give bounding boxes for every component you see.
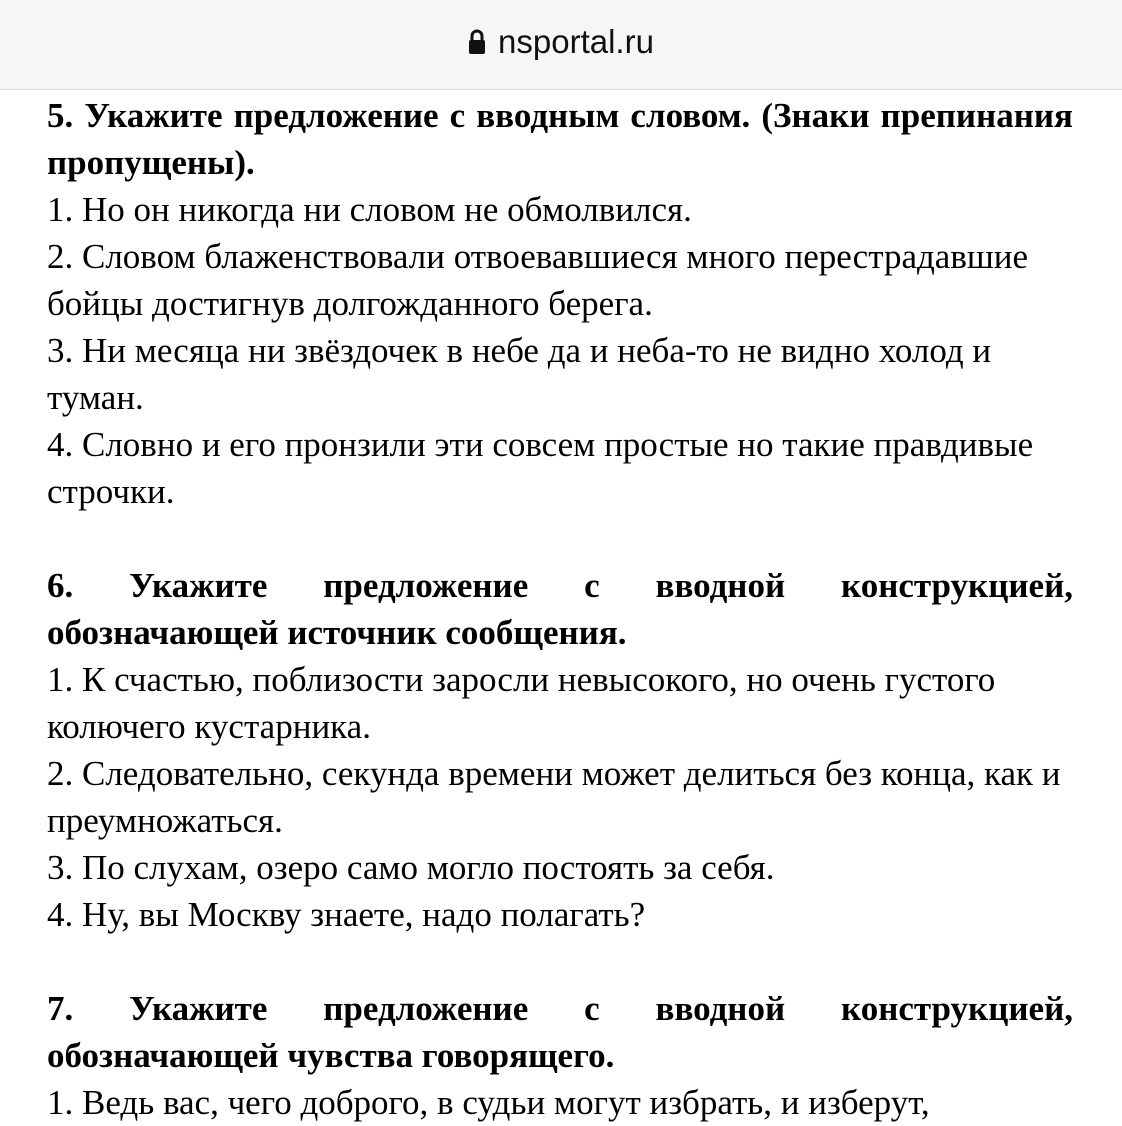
url-display[interactable] (0, 20, 1122, 64)
browser-address-bar[interactable] (0, 0, 1122, 90)
question-title: 6. Укажите предложение с вводной конструкцией, обозначающей источник сообщения. (47, 566, 1073, 652)
answer-option: 1. Но он никогда ни словом не обмолвился. (47, 190, 692, 229)
answer-option: 4. Ну, вы Москву знаете, надо полагать? (47, 895, 646, 934)
lock-icon (468, 29, 486, 55)
answer-option: 2. Следовательно, секунда времени может делиться без конца, как и преумножаться. (47, 754, 1061, 840)
question-title: 5. Укажите предложение с вводным словом. (Знаки препинания пропущены). (47, 96, 1073, 182)
answer-option: 2. Словом блаженствовали отвоевавшиеся много перестрадавшие бойцы достигнув долгожданного берега. (47, 237, 1029, 323)
answer-option: 1. К счастью, поблизости заросли невысокого, но очень густого колючего кустарника. (47, 660, 996, 746)
answer-option: 1. Ведь вас, чего доброго, в судьи могут избрать, и изберут, (47, 1083, 930, 1122)
url-text: nsportal.ru (498, 23, 654, 60)
answer-option: 3. По слухам, озеро само могло постоять за себя. (47, 848, 775, 887)
question-6 (47, 562, 1073, 938)
question-7 (47, 985, 1073, 1126)
spacer (47, 515, 1073, 562)
spacer (47, 938, 1073, 985)
question-5 (47, 92, 1073, 515)
answer-option: 4. Словно и его пронзили эти совсем простые но такие правдивые строчки. (47, 425, 1034, 511)
page-content (47, 92, 1073, 1126)
question-title: 7. Укажите предложение с вводной конструкцией, обозначающей чувства говорящего. (47, 989, 1073, 1075)
answer-option: 3. Ни месяца ни звёздочек в небе да и неба-то не видно холод и туман. (47, 331, 992, 417)
